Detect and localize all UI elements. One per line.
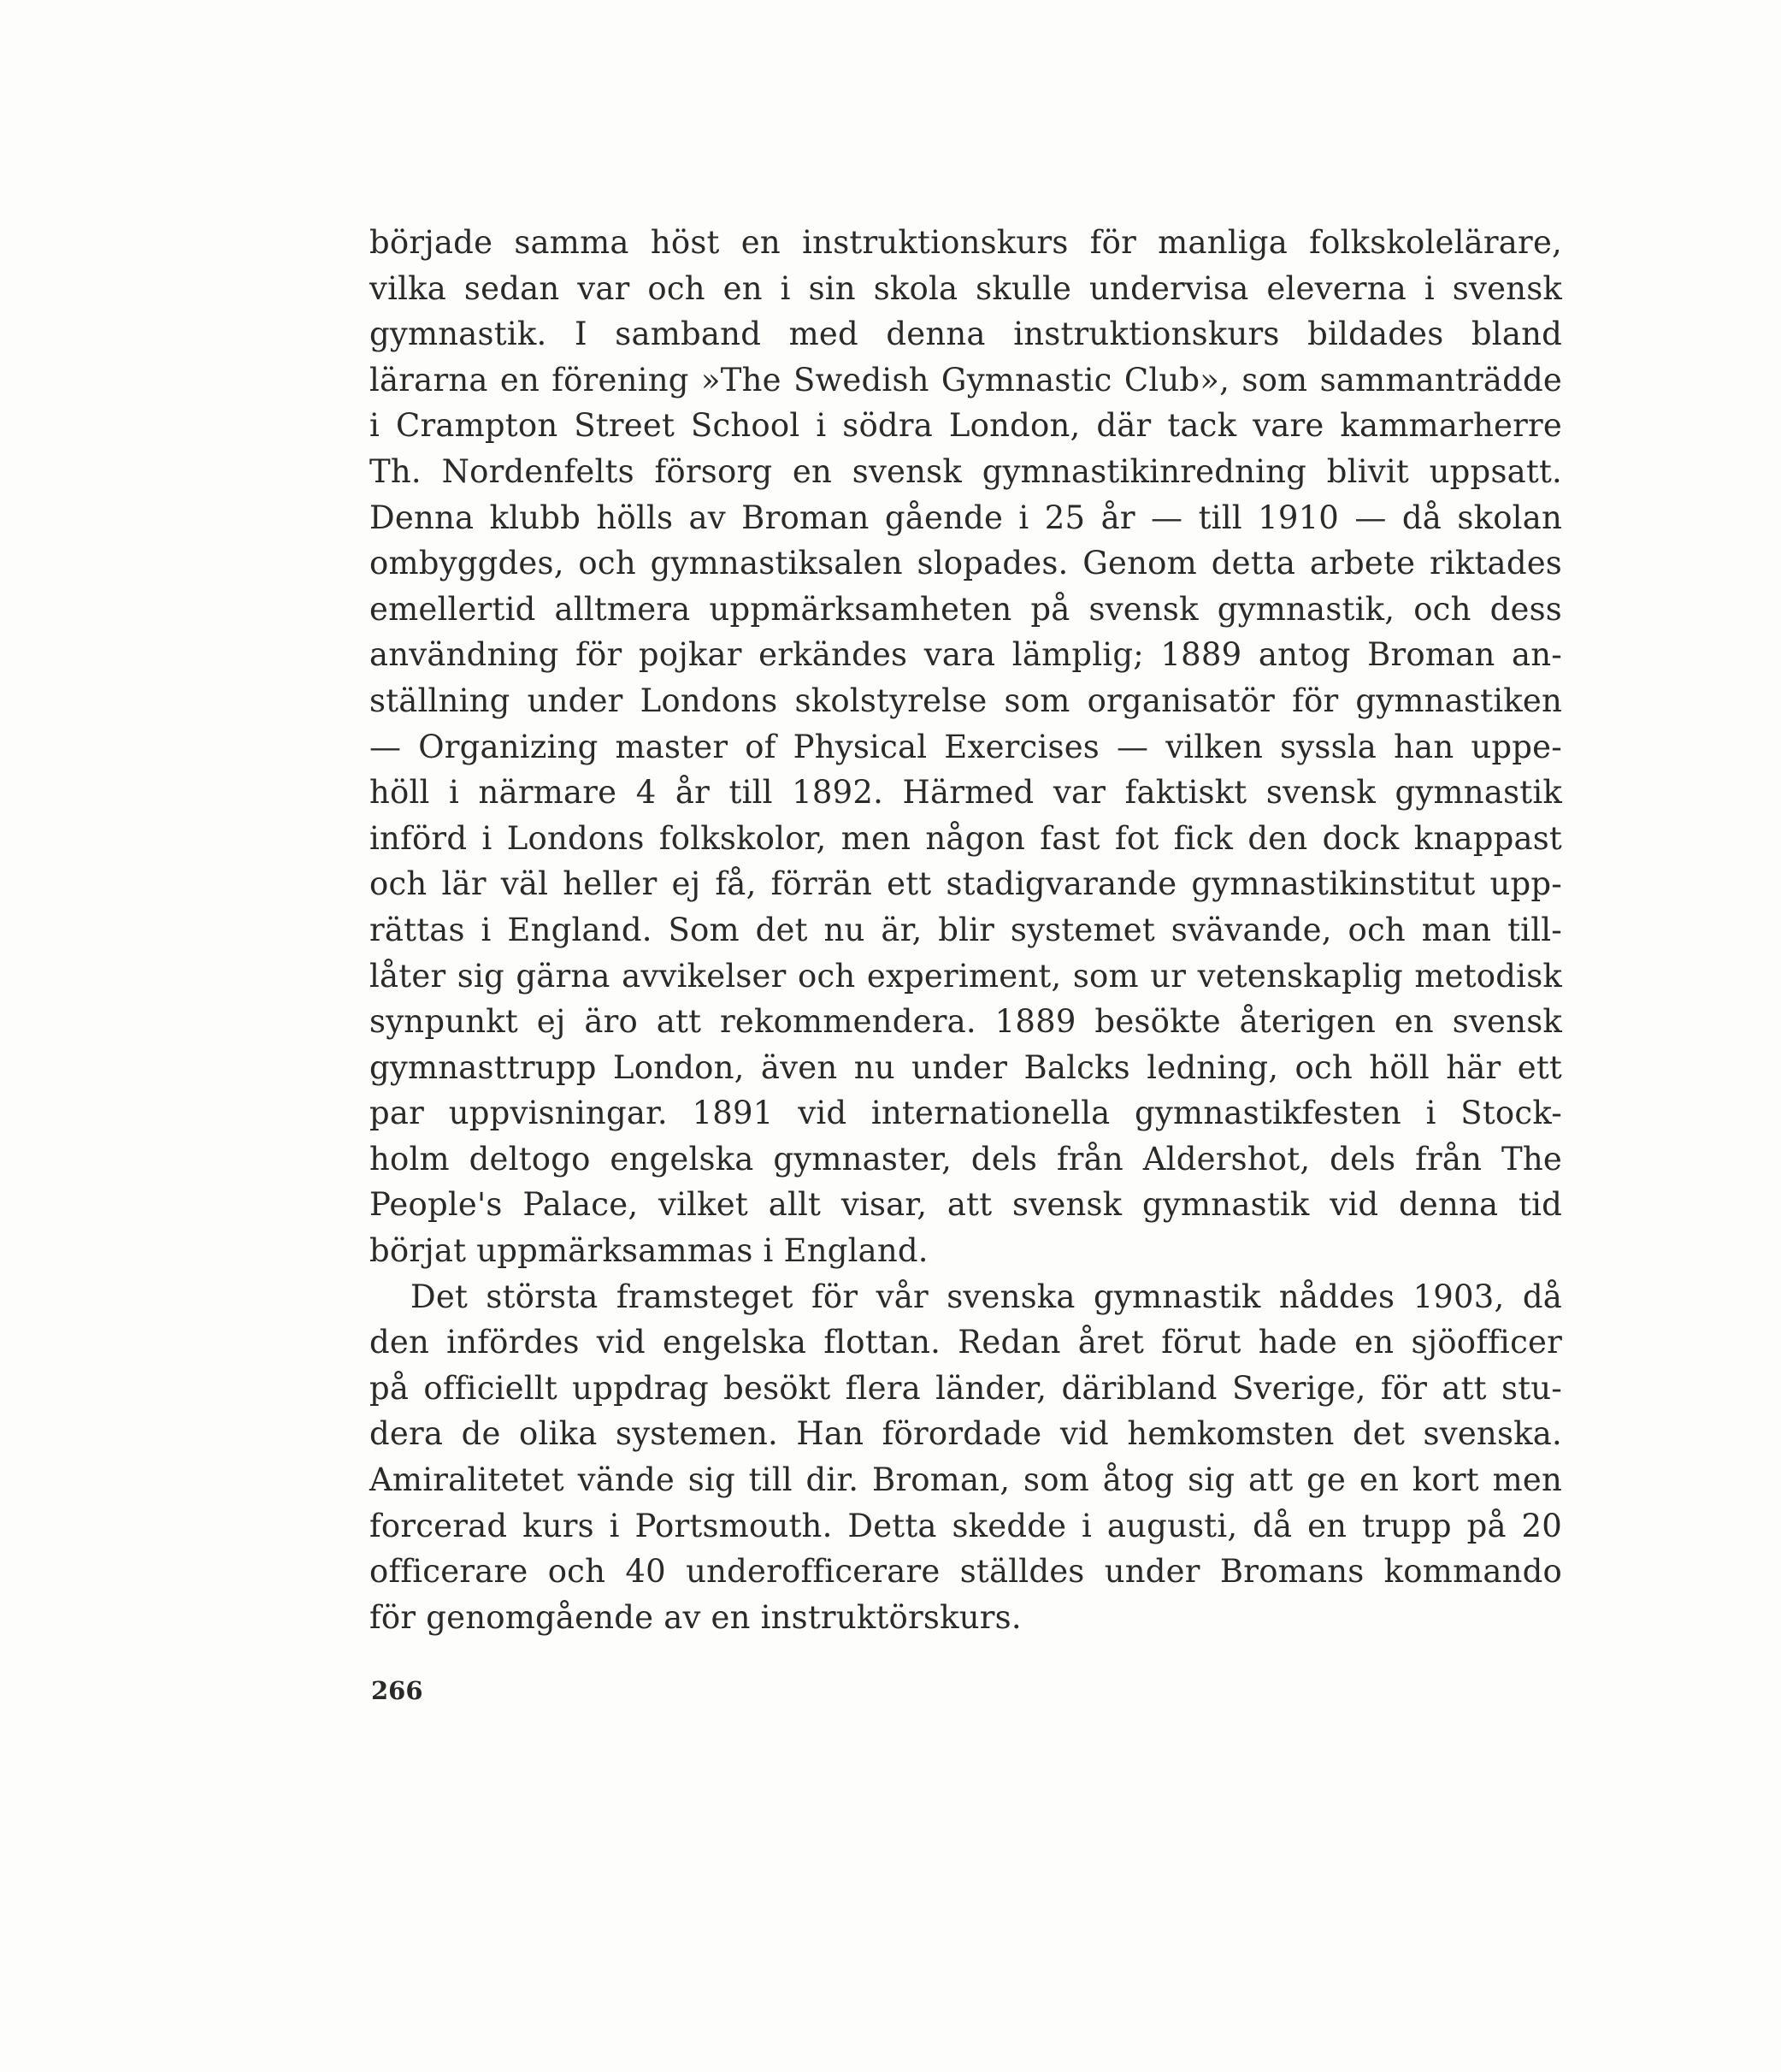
text-line: par uppvisningar. 1891 vid internationella gymnastikfesten i Stock- [369, 1095, 1562, 1132]
text-line: höll i närmare 4 år till 1892. Härmed var faktiskt svensk gymnastik [369, 774, 1562, 812]
text-line: ställning under Londons skolstyrelse som organisatör för gymnastiken [369, 682, 1562, 719]
text-line: för genomgående av en instruktörskurs. [369, 1598, 1022, 1636]
text-line: emellertid alltmera uppmärksamheten på svensk gymnastik, och dess [369, 590, 1562, 628]
text-line: synpunkt ej äro att rekommendera. 1889 besökte återigen en svensk [369, 1003, 1562, 1041]
text-line: började samma höst en instruktionskurs för manliga folkskolelärare, [369, 224, 1562, 261]
text-line: vilka sedan var och en i sin skola skulle undervisa eleverna i svensk [369, 269, 1562, 307]
paragraph-1 [369, 220, 1562, 1274]
text-line: — Organizing master of Physical Exercises — vilken syssla han uppe- [369, 728, 1562, 765]
text-line: Denna klubb hölls av Broman gående i 25 år — till 1910 — då skolan [369, 499, 1562, 536]
text-line: gymnasttrupp London, även nu under Balcks ledning, och höll här ett [369, 1048, 1562, 1086]
text-line: gymnastik. I samband med denna instruktionskurs bildades bland [369, 316, 1562, 353]
text-line: Det största framsteget för vår svenska gymnastik nåddes 1903, då [410, 1278, 1562, 1315]
paragraph-2 [369, 1274, 1562, 1641]
text-line: dera de olika systemen. Han förordade vid hemkomsten det svenska. [369, 1415, 1562, 1453]
text-line: införd i Londons folkskolor, men någon fast fot fick den dock knappast [369, 819, 1562, 857]
text-line: i Crampton Street School i södra London, där tack vare kammarherre [369, 407, 1562, 445]
text-line: lärarna en förening »The Swedish Gymnastic Club», som sammanträdde [369, 361, 1562, 398]
text-line: People's Palace, vilket allt visar, att svensk gymnastik vid denna tid [369, 1186, 1562, 1224]
text-line: Amiralitetet vände sig till dir. Broman, som åtog sig att ge en kort men [369, 1461, 1562, 1499]
text-line: forcerad kurs i Portsmouth. Detta skedde i augusti, då en trupp på 20 [369, 1507, 1562, 1544]
body-text [369, 220, 1562, 1640]
text-line: ombyggdes, och gymnastiksalen slopades. Genom detta arbete riktades [369, 545, 1562, 582]
text-line: på officiellt uppdrag besökt flera länder, däribland Sverige, för att stu- [369, 1369, 1562, 1407]
text-line: börjat uppmärksammas i England. [369, 1232, 929, 1270]
text-line: Th. Nordenfelts försorg en svensk gymnastikinredning blivit uppsatt. [369, 452, 1562, 490]
text-line: holm deltogo engelska gymnaster, dels från Aldershot, dels från The [369, 1140, 1562, 1178]
text-line: officerare och 40 underofficerare ställdes under Bromans kommando [369, 1553, 1562, 1591]
page-number: 266 [371, 1676, 423, 1705]
text-line: den infördes vid engelska flottan. Redan året förut hade en sjöofficer [369, 1324, 1562, 1361]
text-line: användning för pojkar erkändes vara lämplig; 1889 antog Broman an- [369, 636, 1562, 674]
text-line: rättas i England. Som det nu är, blir systemet svävande, och man till- [369, 911, 1562, 948]
text-line: låter sig gärna avvikelser och experiment, som ur vetenskaplig metodisk [369, 957, 1562, 995]
text-line: och lär väl heller ej få, förrän ett stadigvarande gymnastikinstitut upp- [369, 865, 1562, 903]
